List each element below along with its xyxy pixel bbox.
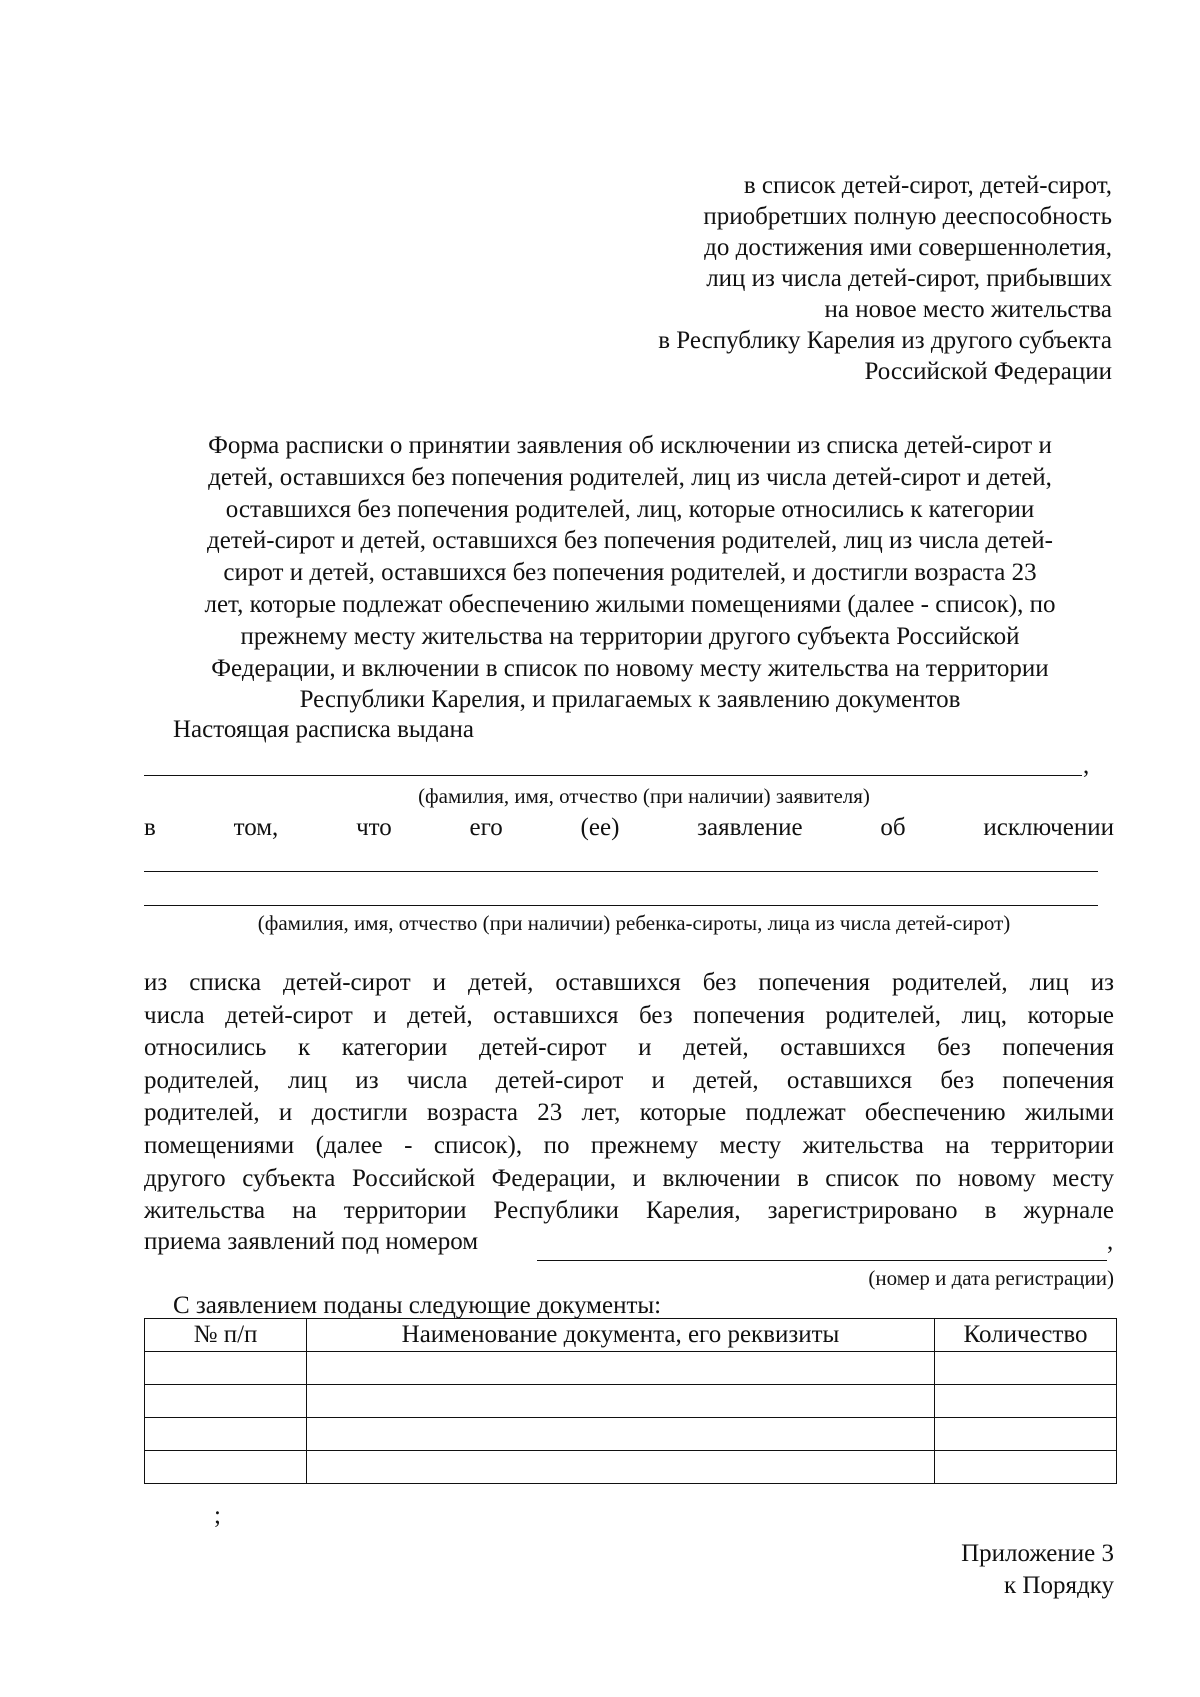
header-line: Российской Федерации <box>864 358 1112 385</box>
body-line: жительства на территории Республики Карелия, зарегистрировано в журнале <box>144 1197 1114 1225</box>
appendix-line: Приложение 3 <box>961 1540 1114 1567</box>
title-line: Форма расписки о принятии заявления об исключении из списка детей-сирот и <box>208 432 1052 459</box>
child-caption: (фамилия, имя, отчество (при наличии) ребенка-сироты, лица из числа детей-сирот) <box>257 911 1011 935</box>
applicant-caption: (фамилия, имя, отчество (при наличии) заявителя) <box>418 784 870 808</box>
header-line: в Республику Карелия из другого субъекта <box>658 327 1112 354</box>
title-line: детей, оставшихся без попечения родителей, лиц из числа детей-сирот и детей, <box>208 463 1052 491</box>
documents-intro: С заявлением поданы следующие документы: <box>173 1292 662 1319</box>
header-block <box>658 170 1112 387</box>
body-line: другого субъекта Российской Федерации, и включении в список по новому месту <box>144 1164 1114 1192</box>
registered-under-label: приема заявлений под номером <box>144 1228 479 1255</box>
table-cell[interactable] <box>307 1352 935 1385</box>
header-line: лиц из числа детей-сирот, прибывших <box>706 265 1112 292</box>
column-header: Наименование документа, его реквизиты <box>307 1319 935 1352</box>
title-line: Республики Карелия, и прилагаемых к заявлению документов <box>299 686 961 714</box>
column-header: Количество <box>935 1319 1117 1352</box>
body-line: относились к категории детей-сирот и детей, оставшихся без попечения <box>144 1034 1114 1062</box>
title-line: лет, которые подлежат обеспечению жилыми помещениями (далее - список), по <box>204 590 1056 618</box>
fact-word: (ее) <box>580 814 620 841</box>
form-title <box>140 430 1120 716</box>
body-line: родителей, и достигли возраста 23 лет, которые подлежат обеспечению жилыми <box>144 1099 1114 1127</box>
header-line: до достижения ими совершеннолетия, <box>704 234 1112 261</box>
registration-caption: (номер и дата регистрации) <box>868 1266 1114 1290</box>
table-cell[interactable] <box>307 1451 935 1484</box>
title-line: Федерации, и включении в список по новому месту жительства на территории <box>211 654 1049 682</box>
table-row <box>145 1385 1117 1418</box>
header-line: на новое место жительства <box>824 296 1112 323</box>
appendix-line: к Порядку <box>1004 1572 1114 1599</box>
table-cell[interactable] <box>145 1418 307 1451</box>
body-paragraph <box>144 967 1114 1228</box>
fact-word: заявление <box>697 814 803 841</box>
fact-word: том, <box>233 814 279 841</box>
body-line: родителей, лиц из числа детей-сирот и детей, оставшихся без попечения <box>144 1066 1114 1094</box>
table-cell[interactable] <box>935 1451 1117 1484</box>
registration-number-line <box>537 1260 1107 1261</box>
fact-word: исключении <box>983 814 1114 841</box>
fact-word: в <box>144 814 156 841</box>
header-line: в список детей-сирот, детей-сирот, <box>743 172 1112 199</box>
header-line: приобретших полную дееспособность <box>703 203 1112 230</box>
table-cell[interactable] <box>935 1418 1117 1451</box>
title-line: прежнему месту жительства на территории другого субъекта Российской <box>240 622 1020 650</box>
applicant-name-line <box>144 775 1082 776</box>
body-line: помещениями (далее - список), по прежнему месту жительства на территории <box>144 1131 1114 1159</box>
table-cell[interactable] <box>307 1418 935 1451</box>
semicolon: ; <box>214 1502 221 1529</box>
body-line: из списка детей-сирот и детей, оставшихся без попечения родителей, лиц из <box>144 969 1114 996</box>
fact-statement-line <box>144 814 1114 842</box>
fact-word: его <box>469 814 503 841</box>
body-line: числа детей-сирот и детей, оставшихся без попечения родителей, лиц, которые <box>144 1001 1114 1029</box>
table-cell[interactable] <box>145 1385 307 1418</box>
fact-word: что <box>356 814 392 841</box>
title-line: сирот и детей, оставшихся без попечения родителей, и достигли возраста 23 <box>223 559 1037 587</box>
table-row <box>145 1418 1117 1451</box>
table-cell[interactable] <box>307 1385 935 1418</box>
table-cell[interactable] <box>935 1385 1117 1418</box>
applicant-comma: , <box>1083 752 1090 779</box>
child-name-line-2 <box>144 905 1098 906</box>
child-name-line-1 <box>144 871 1098 872</box>
table-row <box>145 1451 1117 1484</box>
table-header-row <box>145 1319 1117 1352</box>
table-cell[interactable] <box>935 1352 1117 1385</box>
column-header: № п/п <box>145 1319 307 1352</box>
title-line: детей-сирот и детей, оставшихся без попечения родителей, лиц из числа детей- <box>207 527 1053 555</box>
receipt-issued-label: Настоящая расписка выдана <box>173 716 475 743</box>
table-cell[interactable] <box>145 1451 307 1484</box>
appendix-block <box>961 1538 1114 1602</box>
registration-comma: , <box>1107 1228 1114 1255</box>
documents-table <box>144 1318 1117 1484</box>
title-line: оставшихся без попечения родителей, лиц, которые относились к категории <box>225 495 1035 523</box>
table-cell[interactable] <box>145 1352 307 1385</box>
table-row <box>145 1352 1117 1385</box>
fact-word: об <box>880 814 906 841</box>
